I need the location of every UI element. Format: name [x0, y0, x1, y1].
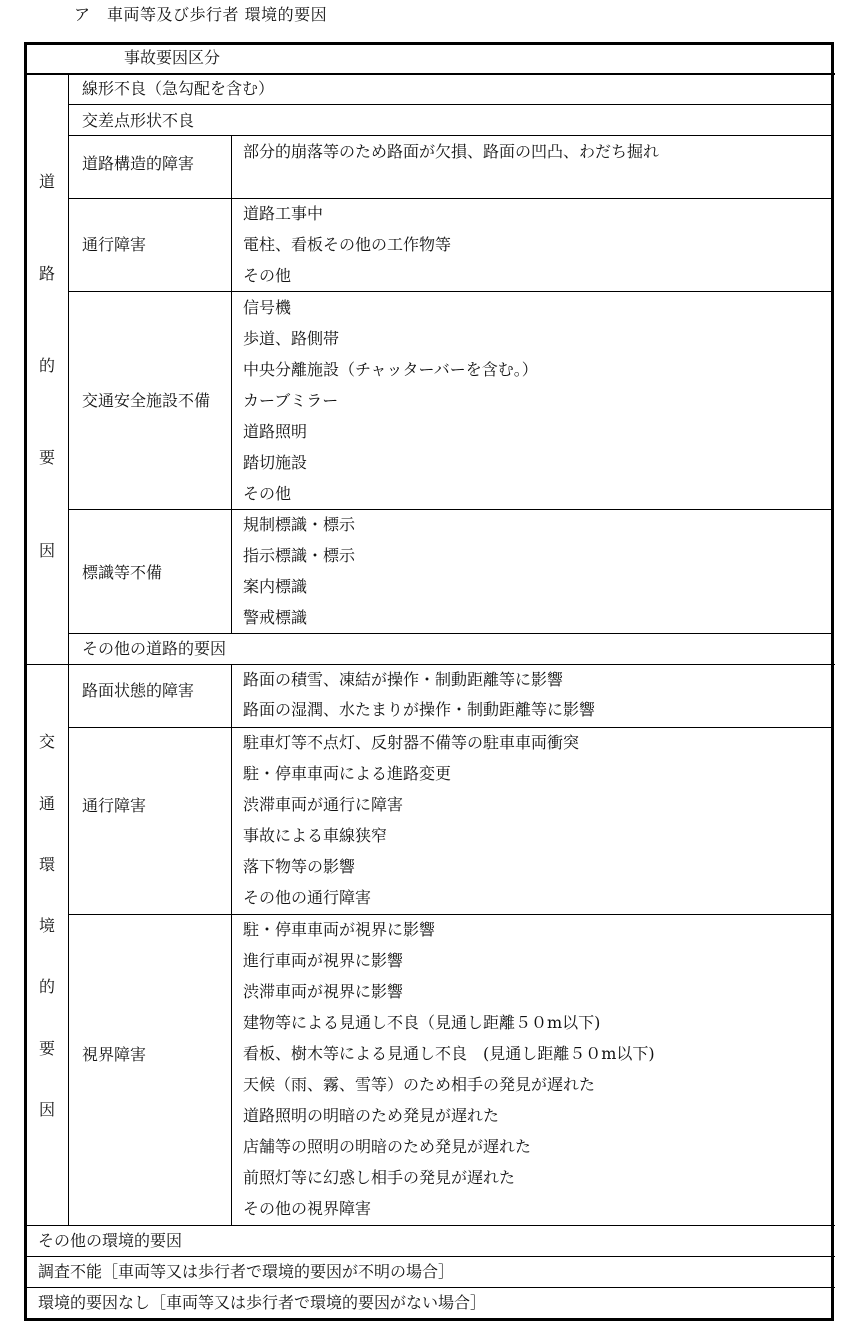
- factor-label: 線形不良（急勾配を含む）: [82, 79, 275, 98]
- factor-detail: 落下物等の影響: [243, 857, 356, 876]
- factor-detail: 規制標識・標示: [243, 515, 356, 534]
- factor-detail: 中央分離施設（チャッターバーを含む。）: [243, 360, 538, 379]
- row-divider: [25, 1256, 835, 1257]
- row-divider: [68, 135, 834, 136]
- factor-detail: その他の通行障害: [243, 888, 372, 907]
- factor-detail: 案内標識: [243, 577, 308, 596]
- factor-label: 路面状態的障害: [82, 681, 195, 700]
- header-divider: [25, 73, 835, 75]
- road-group-char: 因: [38, 541, 55, 560]
- traffic-group-char: 環: [38, 855, 55, 874]
- factor-detail: 天候（雨、霧、雪等）のため相手の発見が遅れた: [243, 1075, 596, 1094]
- factor-detail: 歩道、路側帯: [243, 329, 340, 348]
- investigation-impossible: 調査不能［車両等又は歩行者で環境的要因が不明の場合］: [38, 1262, 455, 1281]
- detail-column-divider: [231, 664, 232, 1225]
- factor-label: その他の道路的要因: [82, 639, 227, 658]
- factor-detail: 路面の湿潤、水たまりが操作・制動距離等に影響: [243, 700, 596, 719]
- table-header: 事故要因区分: [124, 48, 221, 67]
- factor-detail: その他: [243, 266, 292, 285]
- factor-detail: 指示標識・標示: [243, 546, 356, 565]
- factor-detail: 事故による車線狭窄: [243, 826, 388, 845]
- row-divider: [68, 633, 834, 634]
- traffic-group-char: 境: [38, 916, 55, 935]
- factor-label: 通行障害: [82, 796, 147, 815]
- factor-detail: 駐車灯等不点灯、反射器不備等の駐車車両衝突: [243, 733, 580, 752]
- road-group-char: 要: [38, 448, 55, 467]
- road-group-char: 路: [38, 264, 55, 283]
- no-environmental-factor: 環境的要因なし［車両等又は歩行者で環境的要因がない場合］: [38, 1293, 487, 1312]
- factor-detail: カーブミラー: [243, 391, 339, 410]
- traffic-group-char: 通: [38, 794, 55, 813]
- other-environmental-factor: その他の環境的要因: [38, 1231, 183, 1250]
- factor-detail: 路面の積雪、凍結が操作・制動距離等に影響: [243, 670, 564, 689]
- group-divider: [25, 1225, 835, 1226]
- factor-detail: 道路照明: [243, 422, 308, 441]
- factor-detail: 前照灯等に幻惑し相手の発見が遅れた: [243, 1168, 516, 1187]
- factor-label: 交通安全施設不備: [82, 391, 211, 410]
- row-divider: [25, 1287, 835, 1288]
- row-divider: [68, 509, 834, 510]
- road-group-char: 道: [38, 172, 55, 191]
- factor-label: 標識等不備: [82, 563, 163, 582]
- factor-detail: 渋滞車両が通行に障害: [243, 795, 404, 814]
- factor-detail: 駐・停車車両が視界に影響: [243, 920, 436, 939]
- factor-detail: 駐・停車車両による進路変更: [243, 764, 452, 783]
- traffic-group-char: 因: [38, 1100, 55, 1119]
- factor-detail: 踏切施設: [243, 453, 308, 472]
- factor-detail: 進行車両が視界に影響: [243, 951, 404, 970]
- factor-detail: 道路工事中: [243, 204, 324, 223]
- factor-detail: 道路照明の明暗のため発見が遅れた: [243, 1106, 500, 1125]
- traffic-group-char: 的: [38, 977, 55, 996]
- traffic-group-char: 要: [38, 1039, 55, 1058]
- factor-label: 道路構造的障害: [82, 154, 195, 173]
- road-group-char: 的: [38, 356, 55, 375]
- factor-detail: 信号機: [243, 298, 292, 317]
- factor-detail: 警戒標識: [243, 608, 308, 627]
- group-column-divider: [68, 74, 69, 1226]
- row-divider: [68, 198, 834, 199]
- factor-detail: その他: [243, 484, 292, 503]
- page-title: ア 車両等及び歩行者 環境的要因: [74, 5, 328, 24]
- row-divider: [68, 914, 834, 915]
- factor-detail: 渋滞車両が視界に影響: [243, 982, 404, 1001]
- group-divider: [25, 664, 835, 665]
- factor-label: 通行障害: [82, 235, 147, 254]
- row-divider: [68, 104, 834, 105]
- factor-detail: 店舗等の照明の明暗のため発見が遅れた: [243, 1137, 532, 1156]
- factor-detail: 建物等による見通し不良（見通し距離５０m以下): [243, 1013, 601, 1032]
- factor-detail: その他の視界障害: [243, 1199, 372, 1218]
- factor-detail: 電柱、看板その他の工作物等: [243, 235, 452, 254]
- factor-detail: 看板、樹木等による見通し不良 (見通し距離５０m以下): [243, 1044, 655, 1063]
- row-divider: [68, 727, 834, 728]
- factor-detail: 部分的崩落等のため路面が欠損、路面の凹凸、わだち掘れ: [243, 142, 660, 161]
- factor-label: 交差点形状不良: [82, 111, 195, 130]
- factor-label: 視界障害: [82, 1045, 147, 1064]
- traffic-group-char: 交: [38, 732, 55, 751]
- detail-column-divider: [231, 135, 232, 633]
- row-divider: [68, 291, 834, 292]
